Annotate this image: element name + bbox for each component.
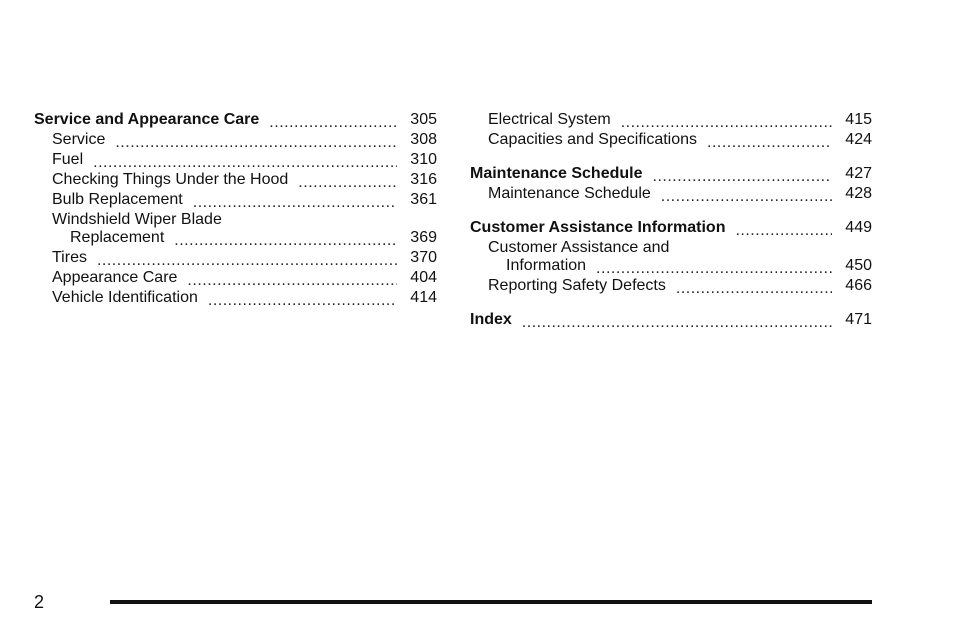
toc-entry-title: Customer Assistance Information: [470, 219, 726, 236]
toc-entry-title: Service and Appearance Care: [34, 111, 260, 128]
dot-leader: [676, 282, 832, 296]
toc-entry-title: Maintenance Schedule: [470, 165, 643, 182]
toc-entry-page: 316: [410, 171, 437, 188]
toc-entry-service[interactable]: [34, 130, 437, 150]
dot-leader: [298, 176, 397, 190]
dot-leader: [596, 262, 832, 276]
toc-entry-title: Bulb Replacement: [52, 191, 183, 208]
toc-entry-page: 370: [410, 249, 437, 266]
section-gap: [470, 150, 872, 164]
toc-entry-title: Service: [52, 131, 106, 148]
dot-leader: [653, 170, 833, 184]
toc-entry-page: 466: [845, 277, 872, 294]
toc-entry-customer-assistance-heading[interactable]: [470, 218, 872, 238]
dot-leader: [269, 116, 397, 130]
toc-entry-index[interactable]: [470, 310, 872, 330]
toc-entry-title: Electrical System: [488, 111, 611, 128]
toc-entry-page: 369: [410, 229, 437, 246]
dot-leader: [522, 316, 832, 330]
toc-entry-title: Information: [506, 257, 587, 274]
toc-entry-appearance-care[interactable]: [34, 268, 437, 288]
toc-entry-page: 427: [845, 165, 872, 182]
toc-entry-checking-things[interactable]: [34, 170, 437, 190]
footer-rule: [110, 600, 872, 604]
section-gap: [470, 296, 872, 310]
toc-entry-customer-assistance-information[interactable]: [470, 256, 872, 276]
toc-entry-title: Replacement: [70, 229, 165, 246]
toc-entry-page: 449: [845, 219, 872, 236]
dot-leader: [97, 254, 397, 268]
toc-entry-page: 305: [410, 111, 437, 128]
toc-entry-wiper-blade-replacement[interactable]: [34, 228, 437, 248]
toc-entry-maintenance-schedule[interactable]: [470, 184, 872, 204]
toc-entry-fuel[interactable]: [34, 150, 437, 170]
dot-leader: [193, 196, 397, 210]
toc-entry-page: 310: [410, 151, 437, 168]
toc-entry-page: 424: [845, 131, 872, 148]
toc-entry-page: 361: [410, 191, 437, 208]
dot-leader: [187, 274, 397, 288]
toc-entry-reporting-safety-defects[interactable]: [470, 276, 872, 296]
toc-entry-title: Appearance Care: [52, 269, 178, 286]
toc-entry-page: 471: [845, 311, 872, 328]
toc-entry-title: Index: [470, 311, 512, 328]
toc-left-column: [34, 110, 437, 308]
toc-entry-title: Reporting Safety Defects: [488, 277, 666, 294]
toc-entry-title: Fuel: [52, 151, 84, 168]
toc-entry-title: Capacities and Specifications: [488, 131, 698, 148]
dot-leader: [208, 294, 397, 308]
toc-right-column: [470, 110, 872, 330]
toc-entry-page: 308: [410, 131, 437, 148]
page-number: 2: [34, 592, 45, 612]
toc-entry-page: 414: [410, 289, 437, 306]
dot-leader: [707, 136, 832, 150]
toc-entry-capacities-and-specifications[interactable]: [470, 130, 872, 150]
toc-entry-title: Tires: [52, 249, 87, 266]
toc-entry-tires[interactable]: [34, 248, 437, 268]
toc-entry-bulb-replacement[interactable]: [34, 190, 437, 210]
toc-entry-page: 450: [845, 257, 872, 274]
section-gap: [470, 204, 872, 218]
toc-entry-title: Vehicle Identification: [52, 289, 198, 306]
dot-leader: [115, 136, 397, 150]
toc-entry-wiper-line1: Windshield Wiper Blade: [52, 211, 222, 228]
dot-leader: [735, 224, 832, 238]
toc-entry-customer-line1: Customer Assistance and: [488, 239, 670, 256]
toc-entry-page: 415: [845, 111, 872, 128]
toc-entry-service-and-appearance-care[interactable]: [34, 110, 437, 130]
toc-entry-title: Maintenance Schedule: [488, 185, 651, 202]
toc-entry-electrical-system[interactable]: [470, 110, 872, 130]
toc-entry-page: 428: [845, 185, 872, 202]
dot-leader: [174, 234, 397, 248]
toc-entry-page: 404: [410, 269, 437, 286]
toc-entry-maintenance-schedule-heading[interactable]: [470, 164, 872, 184]
dot-leader: [93, 156, 397, 170]
dot-leader: [661, 190, 832, 204]
toc-entry-title: Checking Things Under the Hood: [52, 171, 289, 188]
toc-entry-vehicle-identification[interactable]: [34, 288, 437, 308]
dot-leader: [621, 116, 832, 130]
